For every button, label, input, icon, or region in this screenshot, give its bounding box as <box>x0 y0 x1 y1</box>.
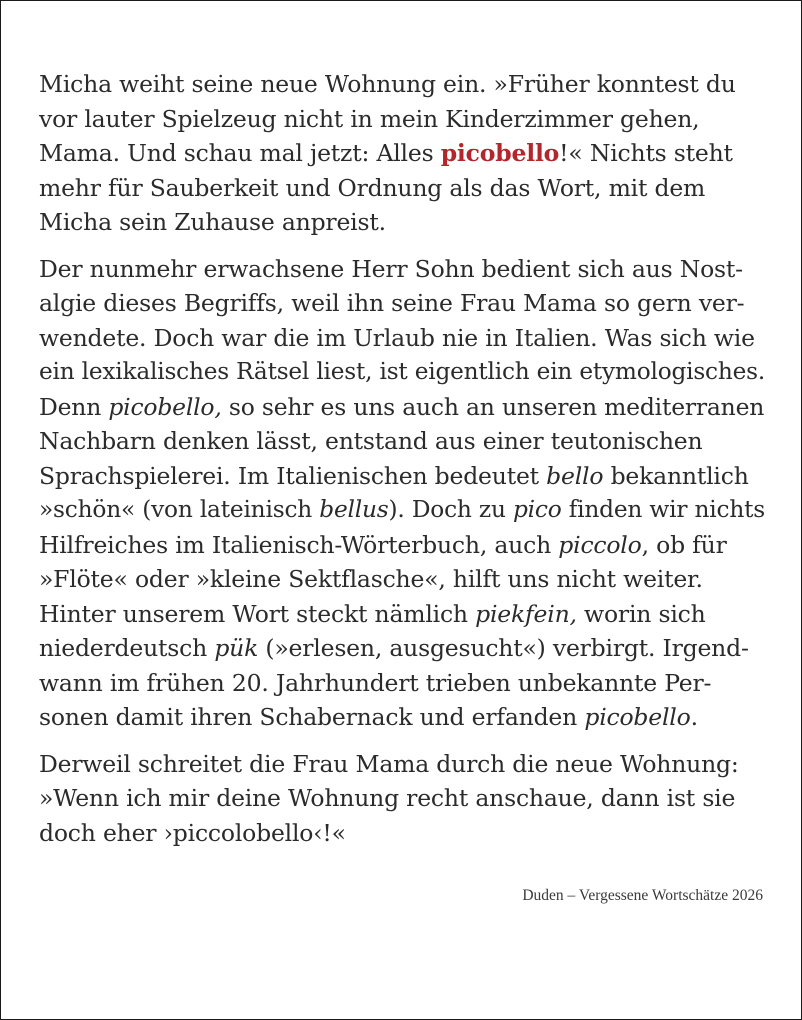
text-line <box>39 747 765 782</box>
text-line <box>39 390 765 425</box>
text-segment: bekanntlich <box>603 461 749 490</box>
paragraph-2 <box>39 252 765 735</box>
text-segment: wendete. Doch war die im Urlaub nie in Italien. Was sich wie <box>39 323 755 352</box>
text-segment: sonen damit ihren Schabernack und erfanden <box>39 703 585 731</box>
text-line <box>39 171 765 206</box>
text-line <box>39 816 765 851</box>
paragraph-1 <box>39 67 765 240</box>
italic-term: picobello, <box>108 392 222 421</box>
text-segment: !« Nichts steht <box>559 139 733 167</box>
text-line <box>39 424 765 459</box>
text-segment: wann im frühen 20. Jahrhundert trieben unbekannte Per- <box>39 668 712 697</box>
article-text <box>39 67 765 850</box>
text-line <box>39 597 765 632</box>
text-segment: »Wenn ich mir deine Wohnung recht anschaue, dann ist sie <box>39 784 736 812</box>
text-segment: niederdeutsch <box>39 634 215 662</box>
text-line <box>39 355 765 390</box>
text-line <box>39 252 765 287</box>
text-line <box>39 67 765 102</box>
italic-term: pico <box>512 496 562 523</box>
paragraph-3 <box>39 747 765 851</box>
text-segment: so sehr es uns auch an unseren mediterranen <box>221 392 765 421</box>
highlighted-word: picobello <box>440 139 560 167</box>
italic-term: pük <box>214 634 259 662</box>
text-segment: Micha weiht seine neue Wohnung ein. »Früher konntest du <box>39 70 736 98</box>
text-segment: Micha sein Zuhause anpreist. <box>39 208 386 236</box>
text-segment: Nachbarn denken lässt, entstand aus einer teutonischen <box>39 427 703 455</box>
text-segment: (»erlesen, ausgesucht«) verbirgt. Irgend- <box>258 634 749 662</box>
text-segment: doch eher ›piccolobello‹!« <box>39 818 346 847</box>
text-line <box>39 631 765 666</box>
italic-term: bellus <box>319 496 389 523</box>
text-segment: worin sich <box>576 599 706 628</box>
text-line <box>39 136 765 171</box>
text-line <box>39 459 765 494</box>
text-segment: . <box>690 703 698 731</box>
text-segment: »schön« (von lateinisch <box>39 496 320 523</box>
text-line <box>39 102 765 137</box>
text-line <box>39 562 765 597</box>
text-line <box>39 700 765 735</box>
text-segment: Der nunmehr erwachsene Herr Sohn bedient sich aus Nost- <box>39 254 743 283</box>
text-line <box>39 286 765 321</box>
text-segment: Hilfreiches im Italienisch-Wörterbuch, auch <box>39 530 559 559</box>
text-segment: algie dieses Begriffs, weil ihn seine Frau Mama so gern ver- <box>39 289 745 317</box>
text-segment: Hinter unserem Wort steckt nämlich <box>39 599 476 628</box>
text-segment: ein lexikalisches Rätsel liest, ist eigentlich ein etymologisches. <box>39 358 766 385</box>
text-segment: Denn <box>39 392 109 421</box>
text-line <box>39 205 765 240</box>
text-segment: Mama. Und schau mal jetzt: Alles <box>39 139 441 167</box>
text-segment: Sprachspielerei. Im Italienischen bedeutet <box>39 461 547 490</box>
text-line <box>39 321 765 356</box>
footer-source: Duden – Vergessene Wortschätze 2026 <box>522 887 763 904</box>
text-segment: finden wir nichts <box>561 496 765 523</box>
text-segment: mehr für Sauberkeit und Ordnung als das Wort, mit dem <box>39 173 706 202</box>
italic-term: piccolo <box>558 530 642 559</box>
text-line <box>39 781 765 816</box>
text-segment: Derweil schreitet die Frau Mama durch die neue Wohnung: <box>39 749 739 778</box>
italic-term: picobello <box>584 703 691 731</box>
text-line <box>39 493 765 528</box>
text-line <box>39 666 765 701</box>
italic-term: bello <box>546 461 604 490</box>
text-segment: »Flöte« oder »kleine Sektflasche«, hilft uns nicht weiter. <box>39 565 703 593</box>
italic-term: piekfein, <box>475 599 577 628</box>
text-segment: ). Doch zu <box>388 496 513 523</box>
text-segment: , ob für <box>641 530 727 559</box>
text-segment: vor lauter Spielzeug nicht in mein Kinderzimmer gehen, <box>39 104 700 133</box>
text-line <box>39 528 765 563</box>
